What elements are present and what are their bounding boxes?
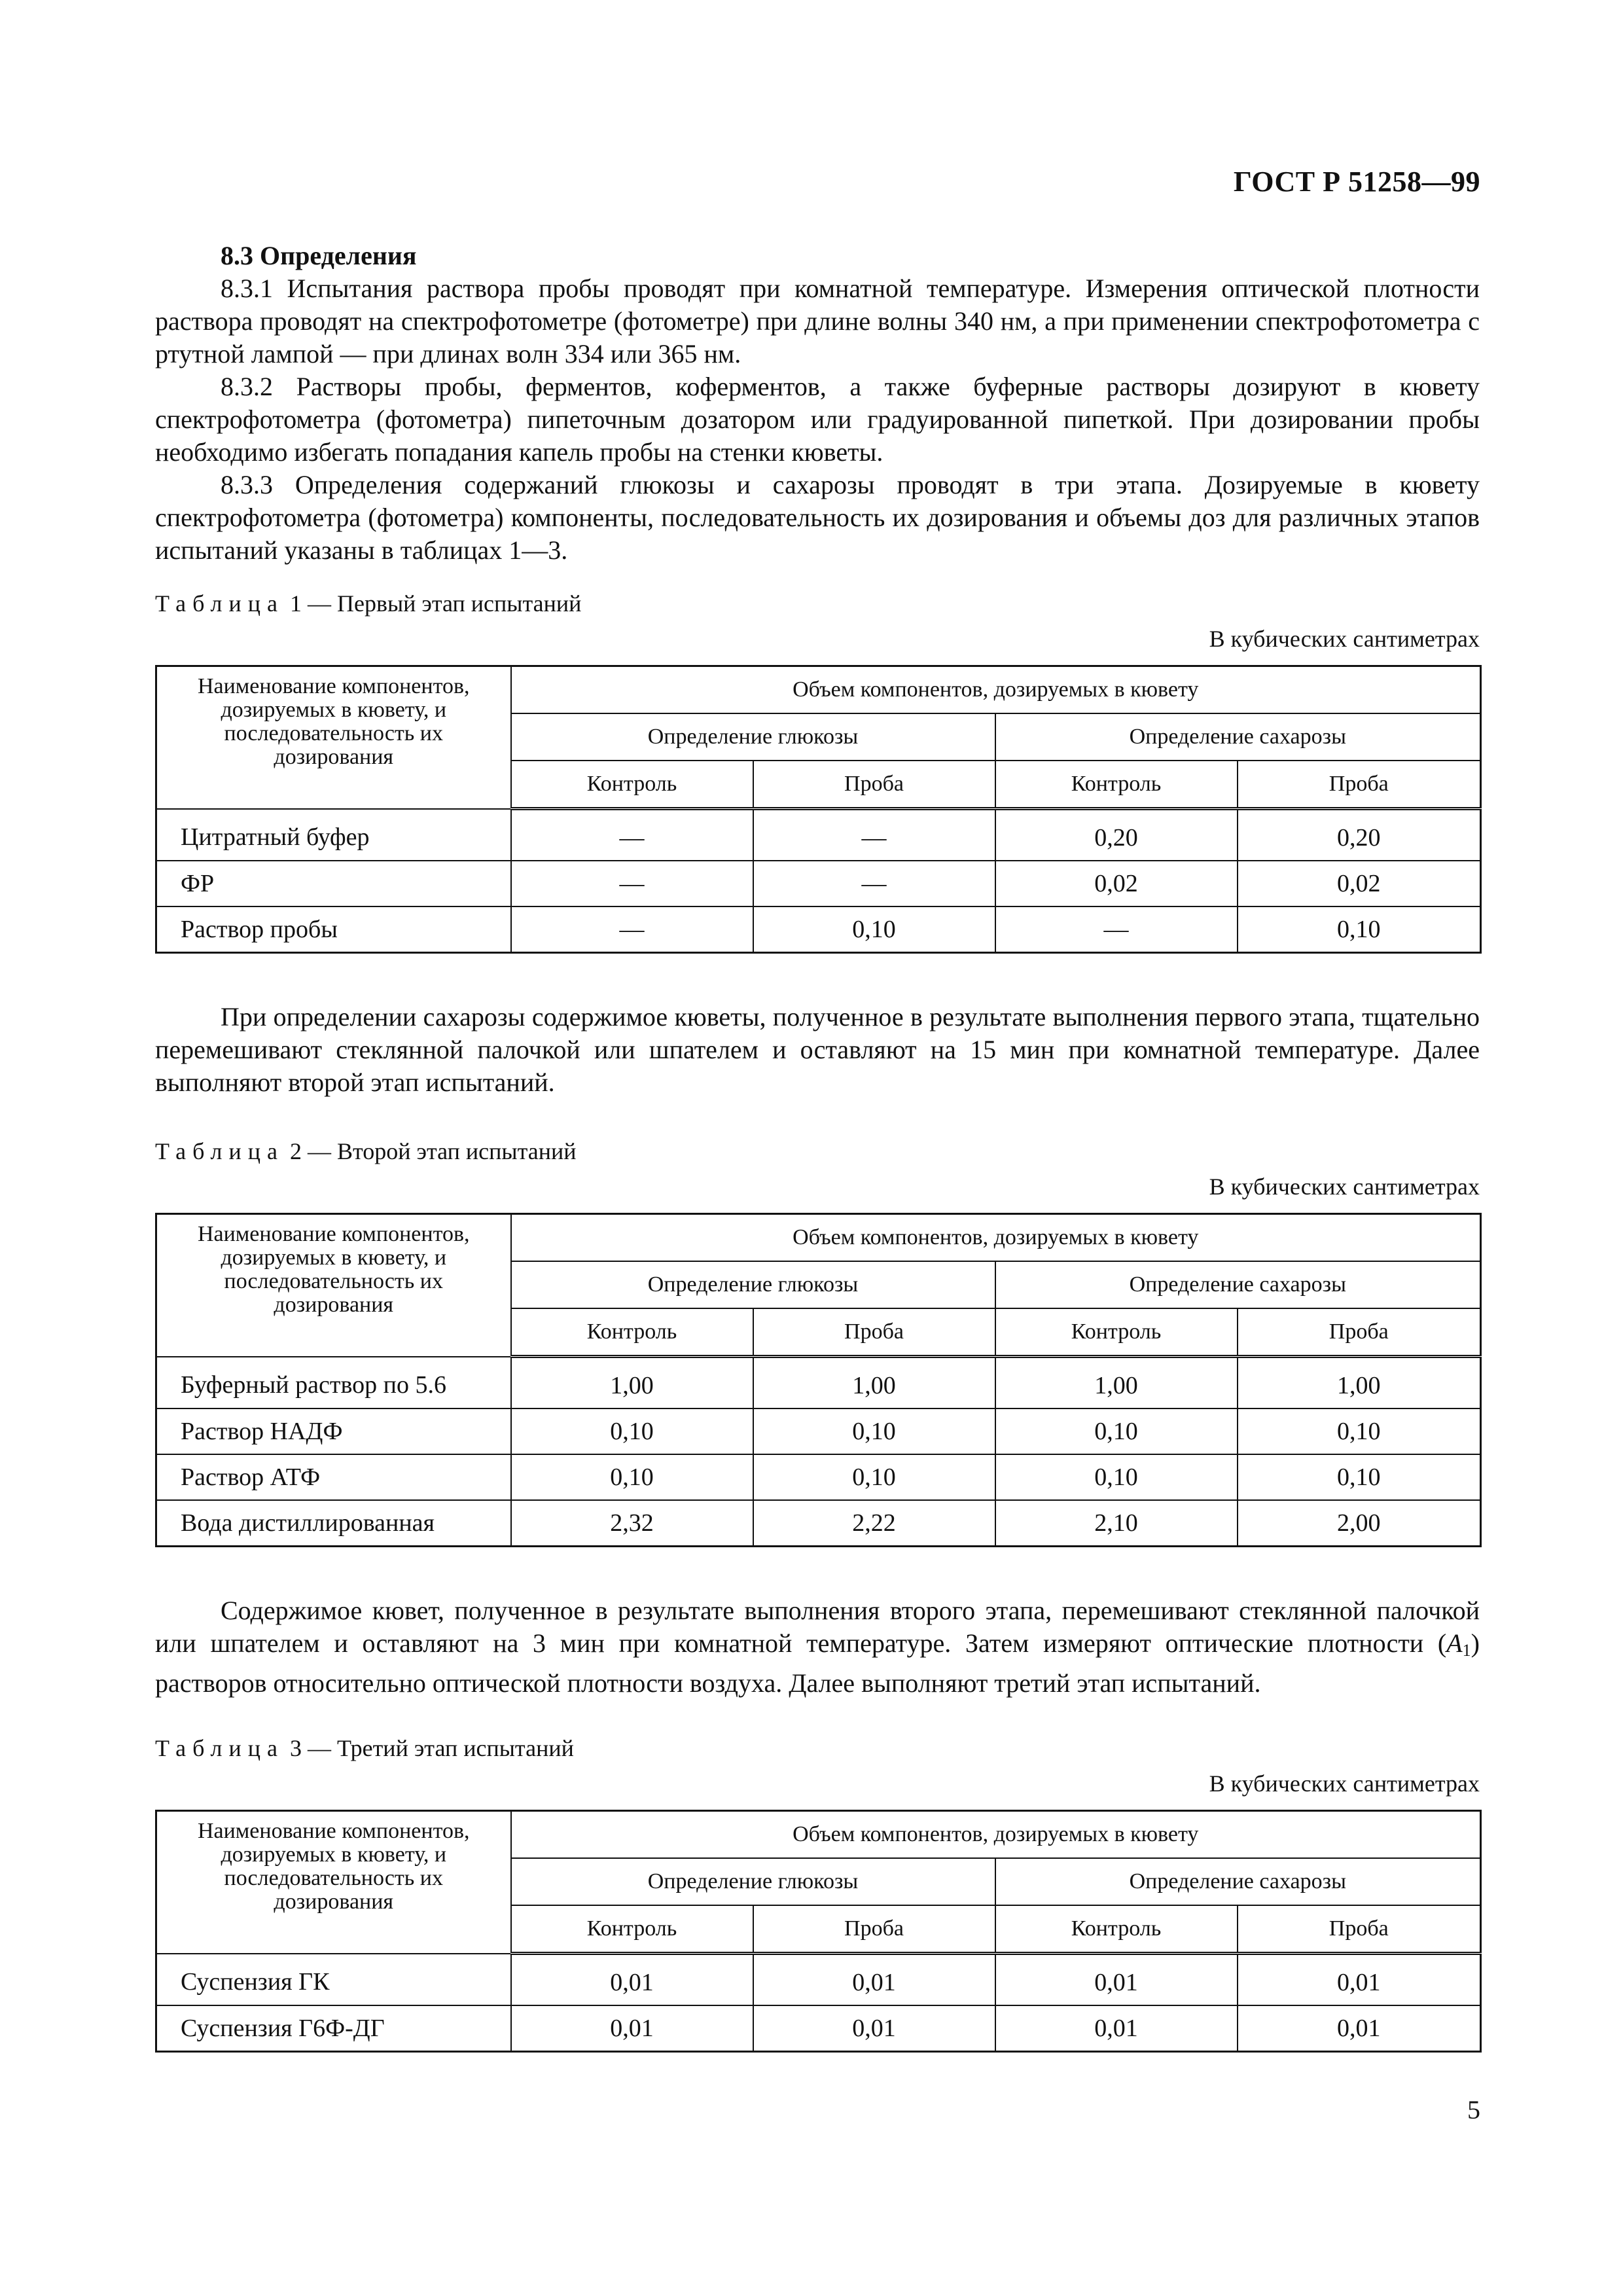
cell-value: 0,10 xyxy=(1238,906,1481,953)
table-row xyxy=(156,1954,1481,2006)
table-row xyxy=(156,1454,1481,1500)
header-sucrose-control: Контроль xyxy=(995,1905,1238,1954)
header-sucrose-sample: Проба xyxy=(1238,761,1481,809)
cell-value: 0,01 xyxy=(511,1954,753,2006)
header-glucose: Определение глюкозы xyxy=(511,713,995,761)
table-1-units: В кубических сантиметрах xyxy=(1209,626,1480,652)
cell-value: — xyxy=(753,809,995,861)
table-2 xyxy=(155,1213,1482,1547)
subscript: 1 xyxy=(1462,1641,1471,1660)
cell-value: 0,10 xyxy=(511,1408,753,1454)
header-sucrose-sample: Проба xyxy=(1238,1905,1481,1954)
cell-value: 0,01 xyxy=(995,1954,1238,2006)
paragraph-8-3-1: 8.3.1 Испытания раствора пробы проводят при комнатной температуре. Измерения оптической плотности раствора проводят на спектрофотометре (фотометре) при длине волны 340 нм, а при применении спектрофотометра с ртутной лампой — при длинах волн 334 или 365 нм. xyxy=(155,274,1480,368)
cell-value: 0,01 xyxy=(753,2005,995,2052)
header-glucose-control: Контроль xyxy=(511,761,753,809)
header-sucrose: Определение сахарозы xyxy=(995,1858,1481,1905)
text-part: ) растворов относительно оптической плотности воздуха. Далее выполняют третий этап испытаний. xyxy=(155,1628,1480,1698)
table-1-caption xyxy=(155,589,1480,618)
header-glucose-control: Контроль xyxy=(511,1308,753,1357)
header-sucrose: Определение сахарозы xyxy=(995,713,1481,761)
row-name: ФР xyxy=(156,861,511,906)
table-title: 2 — Второй этап испытаний xyxy=(283,1138,577,1164)
header-sucrose-sample: Проба xyxy=(1238,1308,1481,1357)
row-name: Цитратный буфер xyxy=(156,809,511,861)
table-label: Таблица xyxy=(155,1138,284,1164)
cell-value: 0,10 xyxy=(753,1408,995,1454)
table-row xyxy=(156,809,1481,861)
cell-value: 0,10 xyxy=(753,1454,995,1500)
cell-value: 0,20 xyxy=(1238,809,1481,861)
table-3-units: В кубических сантиметрах xyxy=(1209,1770,1480,1797)
cell-value: — xyxy=(511,861,753,906)
table-row xyxy=(156,1500,1481,1547)
cell-value: — xyxy=(511,906,753,953)
header-glucose: Определение глюкозы xyxy=(511,1261,995,1308)
row-name: Суспензия ГК xyxy=(156,1954,511,2006)
row-name: Раствор пробы xyxy=(156,906,511,953)
header-volume: Объем компонентов, дозируемых в кювету xyxy=(511,1214,1481,1262)
page-content xyxy=(155,240,1480,2053)
table-row xyxy=(156,1408,1481,1454)
table-3-caption xyxy=(155,1734,1480,1763)
cell-value: 0,01 xyxy=(995,2005,1238,2052)
variable-a: A xyxy=(1446,1628,1463,1658)
cell-value: 0,10 xyxy=(995,1408,1238,1454)
cell-value: 1,00 xyxy=(1238,1357,1481,1409)
standard-number: ГОСТ Р 51258—99 xyxy=(1233,166,1480,198)
cell-value: 1,00 xyxy=(753,1357,995,1409)
cell-value: 2,00 xyxy=(1238,1500,1481,1547)
table-label: Таблица xyxy=(155,590,284,617)
cell-value: 0,10 xyxy=(1238,1454,1481,1500)
header-volume: Объем компонентов, дозируемых в кювету xyxy=(511,666,1481,714)
cell-value: 0,10 xyxy=(753,906,995,953)
header-glucose-control: Контроль xyxy=(511,1905,753,1954)
row-name: Суспензия Г6Ф-ДГ xyxy=(156,2005,511,2052)
row-name: Раствор НАДФ xyxy=(156,1408,511,1454)
cell-value: 0,10 xyxy=(995,1454,1238,1500)
header-component-name: Наименование компонентов, дозируемых в кювету, и последовательность их дозирования xyxy=(156,1811,511,1954)
header-component-name: Наименование компонентов, дозируемых в кювету, и последовательность их дозирования xyxy=(156,1214,511,1357)
header-component-name: Наименование компонентов, дозируемых в кювету, и последовательность их дозирования xyxy=(156,666,511,809)
page-number: 5 xyxy=(1467,2095,1480,2125)
table-row xyxy=(156,1357,1481,1409)
header-sucrose-control: Контроль xyxy=(995,1308,1238,1357)
header-glucose: Определение глюкозы xyxy=(511,1858,995,1905)
paragraph-after-table-2 xyxy=(155,1594,1480,1700)
paragraph-after-table-1: При определении сахарозы содержимое кюветы, полученное в результате выполнения первого этапа, тщательно перемешивают стеклянной палочкой или шпателем и оставляют на 15 мин при комнатной температуре. Далее выполняют второй этап испытаний. xyxy=(155,1002,1480,1097)
table-label: Таблица xyxy=(155,1735,284,1761)
header-volume: Объем компонентов, дозируемых в кювету xyxy=(511,1811,1481,1859)
cell-value: 1,00 xyxy=(995,1357,1238,1409)
cell-value: 0,10 xyxy=(511,1454,753,1500)
table-title: 1 — Первый этап испытаний xyxy=(283,590,582,617)
header-sucrose-control: Контроль xyxy=(995,761,1238,809)
cell-value: 0,01 xyxy=(753,1954,995,2006)
table-2-units: В кубических сантиметрах xyxy=(1209,1174,1480,1200)
paragraph-8-3-2: 8.3.2 Растворы пробы, ферментов, коферментов, а также буферные растворы дозируют в кювету спектрофотометра (фотометра) пипеточным дозатором или градуированной пипеткой. При дозировании пробы необходимо избегать попадания капель пробы на стенки кюветы. xyxy=(155,372,1480,467)
cell-value: 2,10 xyxy=(995,1500,1238,1547)
header-sucrose: Определение сахарозы xyxy=(995,1261,1481,1308)
cell-value: 0,01 xyxy=(511,2005,753,2052)
table-row xyxy=(156,2005,1481,2052)
paragraph-8-3-3: 8.3.3 Определения содержаний глюкозы и сахарозы проводят в три этапа. Дозируемые в кювету спектрофотометра (фотометра) компоненты, последовательность их дозирования и объемы доз для различных этапов испытаний указаны в таблицах 1—3. xyxy=(155,470,1480,565)
header-glucose-sample: Проба xyxy=(753,1905,995,1954)
row-name: Вода дистиллированная xyxy=(156,1500,511,1547)
table-2-caption xyxy=(155,1137,1480,1166)
cell-value: 0,01 xyxy=(1238,2005,1481,2052)
cell-value: — xyxy=(511,809,753,861)
cell-value: 0,01 xyxy=(1238,1954,1481,2006)
cell-value: 0,20 xyxy=(995,809,1238,861)
text-part: Содержимое кювет, полученное в результате выполнения второго этапа, перемешивают стеклянной палочкой или шпателем и оставляют на 3 мин при комнатной температуре. Затем измеряют оптические плотности ( xyxy=(155,1596,1480,1658)
header-glucose-sample: Проба xyxy=(753,1308,995,1357)
row-name: Буферный раствор по 5.6 xyxy=(156,1357,511,1409)
cell-value: — xyxy=(753,861,995,906)
cell-value: 2,22 xyxy=(753,1500,995,1547)
cell-value: — xyxy=(995,906,1238,953)
header-glucose-sample: Проба xyxy=(753,761,995,809)
table-title: 3 — Третий этап испытаний xyxy=(283,1735,574,1761)
table-row xyxy=(156,861,1481,906)
section-title: 8.3 Определения xyxy=(221,241,417,270)
row-name: Раствор АТФ xyxy=(156,1454,511,1500)
cell-value: 0,02 xyxy=(995,861,1238,906)
cell-value: 0,10 xyxy=(1238,1408,1481,1454)
cell-value: 1,00 xyxy=(511,1357,753,1409)
table-1 xyxy=(155,665,1482,954)
table-3 xyxy=(155,1810,1482,2053)
cell-value: 0,02 xyxy=(1238,861,1481,906)
cell-value: 2,32 xyxy=(511,1500,753,1547)
table-row xyxy=(156,906,1481,953)
